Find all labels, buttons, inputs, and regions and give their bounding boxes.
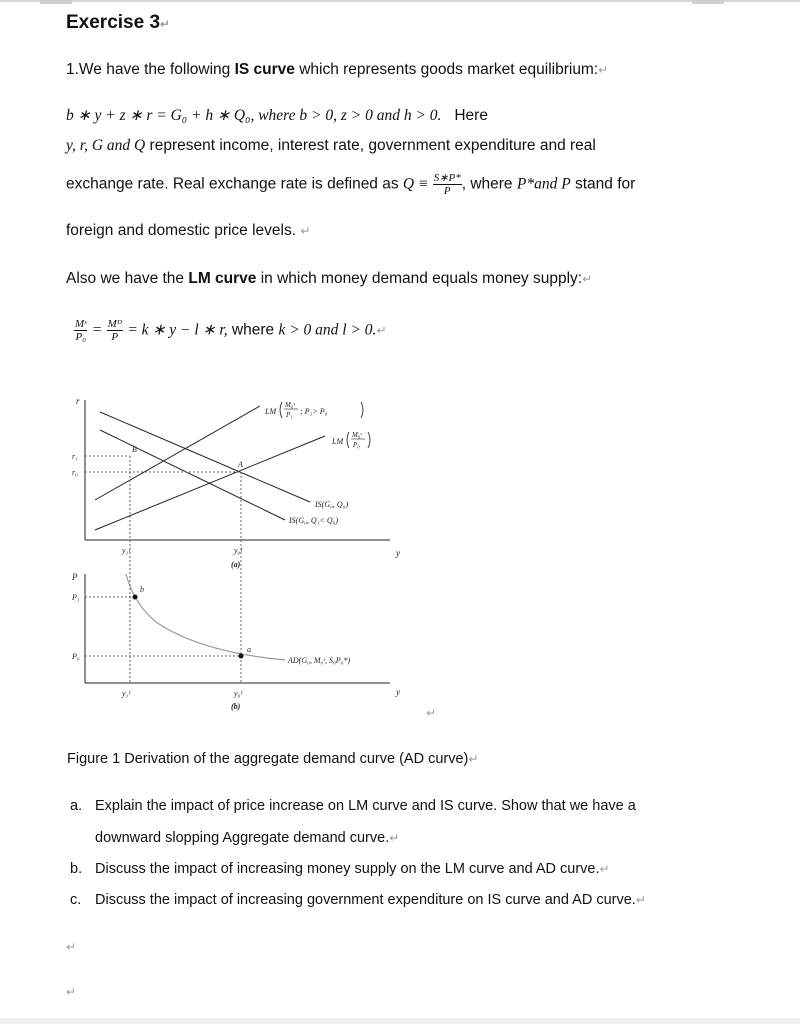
panel-b-x-label: y xyxy=(396,687,400,697)
ad-curve-label: AD(G₀, M₀ˢ, S₀P₀*) xyxy=(288,656,351,665)
question-a-line2: downward slopping Aggregate demand curve.↵ xyxy=(95,830,400,846)
lm1-condition: ; P₁> P₀ xyxy=(300,407,328,416)
question-b: b. Discuss the impact of increasing money supply on the LM curve and AD curve.↵ xyxy=(70,861,610,877)
point-b-marker xyxy=(133,595,138,600)
is0-curve xyxy=(100,412,310,502)
panel-a-y-label: r xyxy=(76,396,80,406)
bottom-bar xyxy=(0,1018,800,1024)
lm1-frac-num: M₀ˢ xyxy=(285,401,295,409)
panel-b-caption: (b) xyxy=(231,702,241,711)
panel-b-y-label: P xyxy=(72,572,78,582)
empty-paragraph-mark-1: ↵ xyxy=(66,940,77,954)
lm-curve-intro: Also we have the LM curve in which money demand equals money supply:↵ xyxy=(66,270,593,287)
ad-curve xyxy=(126,574,285,660)
y1-label-a: y₁ᶠ xyxy=(122,546,130,555)
point-a-label: A xyxy=(238,460,243,469)
ad-derivation-figure xyxy=(60,390,420,720)
lm1-frac-den: P₁ xyxy=(286,411,293,419)
point-a-small-label: a xyxy=(247,645,251,654)
lm1-label: LM xyxy=(265,407,277,416)
variables-description: y, r, G and Q represent income, interest rate, government expenditure and real xyxy=(66,137,596,154)
point-b-small-label: b xyxy=(140,585,144,594)
top-margin-mark-left xyxy=(40,0,72,4)
p0-label: P₀ xyxy=(72,652,80,661)
figure-return-mark: ↵ xyxy=(426,706,437,720)
lm0-frac-den: P₀ xyxy=(353,441,360,449)
panel-a-caption: (a) xyxy=(231,560,241,569)
y0-label-b: y₀ᶠ xyxy=(234,689,242,698)
empty-paragraph-mark-2: ↵ xyxy=(66,985,77,999)
price-levels-line: foreign and domestic price levels. ↵ xyxy=(66,222,311,239)
is-equation: b ∗ y + z ∗ r = G₀ + h ∗ Q₀, where b > 0, z > 0 and h > 0. Here xyxy=(66,107,488,124)
question-c: c. Discuss the impact of increasing government expenditure on IS curve and AD curve.↵ xyxy=(70,892,646,908)
is1-label: IS(G₀, Q₁< Q₀) xyxy=(289,516,339,525)
r1-label: r₁ xyxy=(72,452,78,461)
top-margin-mark-right xyxy=(692,0,724,4)
y0-label-a: y₀ᶠ xyxy=(234,546,242,555)
r0-label: r₀ xyxy=(72,468,78,477)
top-border xyxy=(0,0,800,2)
panel-a xyxy=(72,396,400,569)
p1-label: P₁ xyxy=(72,593,80,602)
is-curve-intro: 1.We have the following IS curve which represents goods market equilibrium:↵ xyxy=(66,61,609,78)
lm0-frac-num: M₀ˢ xyxy=(352,431,362,439)
panel-a-x-label: y xyxy=(396,548,400,558)
q-fraction: $\frac{S∗P*}{P}$ xyxy=(433,172,461,197)
real-exchange-rate-definition: exchange rate. Real exchange rate is defined as Q ≡ $\frac{S∗P*}{P}$ , where P*and P stand for xyxy=(66,172,636,197)
y1-label-b: y₁ᶠ xyxy=(122,689,130,698)
point-b-label: B xyxy=(132,445,137,454)
lm-equation: $\frac{\text{Mˢ}}{\text{P₀}}$ = $\frac{\text{Mᴰ}}{P}$ = k ∗ y − l ∗ r, where k > 0 and l > 0.↵ xyxy=(75,318,387,343)
is0-label: IS(G₀, Q₀) xyxy=(315,500,349,509)
point-a-marker xyxy=(239,654,244,659)
question-a: a. Explain the impact of price increase on LM curve and IS curve. Show that we have a xyxy=(70,798,636,814)
is1-curve xyxy=(100,430,285,520)
figure-caption: Figure 1 Derivation of the aggregate demand curve (AD curve)↵ xyxy=(67,751,479,767)
exercise-title: Exercise 3↵ xyxy=(66,12,171,33)
lm0-label: LM xyxy=(332,437,344,446)
